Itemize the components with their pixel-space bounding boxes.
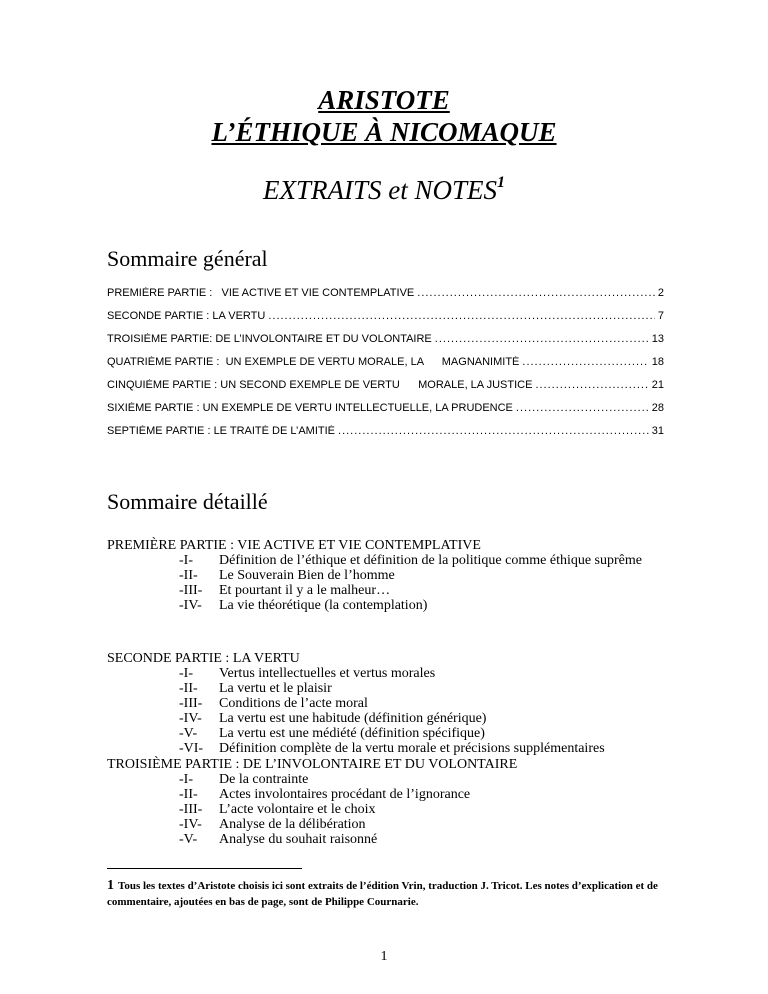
- item-number: -IV-: [179, 711, 202, 726]
- item-number: -I-: [179, 553, 193, 568]
- list-item: [107, 553, 687, 568]
- part-title: TROISIÈME PARTIE : DE L’INVOLONTAIRE ET DU VOLONTAIRE: [107, 757, 518, 772]
- footnote-reference[interactable]: 1: [497, 174, 505, 191]
- toc-entry-label: SECONDE PARTIE : LA VERTU: [107, 310, 266, 322]
- toc-entry-page: 21: [651, 379, 664, 391]
- item-number: -IV-: [179, 598, 202, 613]
- item-text: Le Souverain Bien de l’homme: [219, 568, 395, 583]
- toc-leader: [535, 379, 648, 391]
- list-item: [107, 681, 687, 696]
- item-number: -V-: [179, 832, 198, 847]
- toc-leader: [522, 356, 648, 368]
- item-number: -III-: [179, 802, 203, 817]
- item-text: Vertus intellectuelles et vertus morales: [219, 666, 436, 681]
- item-text: Analyse du souhait raisonné: [219, 832, 378, 847]
- footnote-separator: [107, 868, 302, 869]
- list-item: [107, 666, 687, 681]
- list-item: [107, 832, 687, 847]
- list-item: [107, 598, 687, 613]
- sommaire-detaille-title: Sommaire détaillé: [107, 489, 268, 514]
- toc-entry-page: 18: [651, 356, 664, 368]
- toc-entry-label: QUATRIÈME PARTIE : UN EXEMPLE DE VERTU MORALE, LA MAGNANIMITÉ: [107, 356, 520, 368]
- toc-entry-page: 13: [651, 333, 664, 345]
- toc-entry[interactable]: [107, 333, 664, 356]
- list-item: [107, 583, 687, 598]
- toc-entry[interactable]: [107, 402, 664, 425]
- toc-leader: [435, 333, 649, 345]
- subtitle: [0, 166, 768, 207]
- toc-entry[interactable]: [107, 379, 664, 402]
- list-item: [107, 711, 687, 726]
- item-text: Définition de l’éthique et définition de la politique comme éthique suprême: [219, 553, 642, 568]
- toc-leader: [268, 310, 655, 322]
- part-title: SECONDE PARTIE : LA VERTU: [107, 651, 300, 666]
- footnote-mark: 1: [107, 878, 114, 893]
- item-text: Analyse de la délibération: [219, 817, 366, 832]
- toc-entry[interactable]: [107, 425, 664, 448]
- toc-entry-label: CINQUIÈME PARTIE : UN SECOND EXEMPLE DE VERTU MORALE, LA JUSTICE: [107, 379, 533, 391]
- item-number: -II-: [179, 681, 198, 696]
- list-item: [107, 802, 687, 817]
- toc-entry-label: PREMIÈRE PARTIE : VIE ACTIVE ET VIE CONTEMPLATIVE: [107, 287, 415, 299]
- table-of-contents: [107, 287, 664, 448]
- toc-entry-page: 2: [657, 287, 664, 299]
- item-text: Conditions de l’acte moral: [219, 696, 368, 711]
- item-number: -III-: [179, 583, 203, 598]
- toc-leader: [417, 287, 655, 299]
- toc-entry[interactable]: [107, 287, 664, 310]
- footnote: [107, 878, 667, 910]
- item-text: La vertu est une habitude (définition générique): [219, 711, 487, 726]
- toc-entry-label: SIXIÈME PARTIE : UN EXEMPLE DE VERTU INTELLECTUELLE, LA PRUDENCE: [107, 402, 513, 414]
- item-text: La vertu et le plaisir: [219, 681, 332, 696]
- detailed-part-3: [107, 757, 687, 847]
- list-item: [107, 741, 687, 756]
- toc-entry-label: TROISIÈME PARTIE: DE L’INVOLONTAIRE ET DU VOLONTAIRE: [107, 333, 432, 345]
- item-text: Définition complète de la vertu morale et précisions supplémentaires: [219, 741, 605, 756]
- list-item: [107, 772, 687, 787]
- title-work: L’ÉTHIQUE À NICOMAQUE: [211, 117, 557, 147]
- item-number: -VI-: [179, 741, 204, 756]
- toc-entry-page: 7: [657, 310, 664, 322]
- toc-entry-page: 28: [651, 402, 664, 414]
- title-author: ARISTOTE: [318, 85, 450, 115]
- item-number: -I-: [179, 772, 193, 787]
- item-number: -IV-: [179, 817, 202, 832]
- detailed-part-2: [107, 651, 687, 756]
- item-number: -V-: [179, 726, 198, 741]
- item-number: -II-: [179, 787, 198, 802]
- toc-entry[interactable]: [107, 310, 664, 333]
- item-text: Actes involontaires procédant de l’ignorance: [219, 787, 471, 802]
- item-number: -II-: [179, 568, 198, 583]
- toc-entry[interactable]: [107, 356, 664, 379]
- item-number: -III-: [179, 696, 203, 711]
- item-number: -I-: [179, 666, 193, 681]
- list-item: [107, 568, 687, 583]
- part-title: PREMIÈRE PARTIE : VIE ACTIVE ET VIE CONTEMPLATIVE: [107, 538, 481, 553]
- toc-entry-label: SEPTIÈME PARTIE : LE TRAITÉ DE L’AMITIÉ: [107, 425, 336, 437]
- sommaire-general-title: Sommaire général: [107, 246, 268, 271]
- footnote-text: Tous les textes d’Aristote choisis ici sont extraits de l’édition Vrin, traduction J. Tricot. Les notes d’explication et de commentaire, ajoutées en bas de page, sont de Philippe Cournarie.: [107, 880, 658, 908]
- toc-leader: [338, 425, 649, 437]
- toc-entry-page: 31: [651, 425, 664, 437]
- item-text: Et pourtant il y a le malheur…: [219, 583, 391, 598]
- list-item: [107, 726, 687, 741]
- item-text: De la contrainte: [219, 772, 309, 787]
- page-number: 1: [380, 949, 388, 964]
- list-item: [107, 787, 687, 802]
- item-text: L’acte volontaire et le choix: [219, 802, 376, 817]
- toc-leader: [516, 402, 649, 414]
- item-text: La vertu est une médiété (définition spécifique): [219, 726, 485, 741]
- detailed-part-1: [107, 538, 687, 613]
- item-text: La vie théorétique (la contemplation): [219, 598, 428, 613]
- list-item: [107, 696, 687, 711]
- list-item: [107, 817, 687, 832]
- subtitle-text: EXTRAITS et NOTES: [263, 175, 497, 205]
